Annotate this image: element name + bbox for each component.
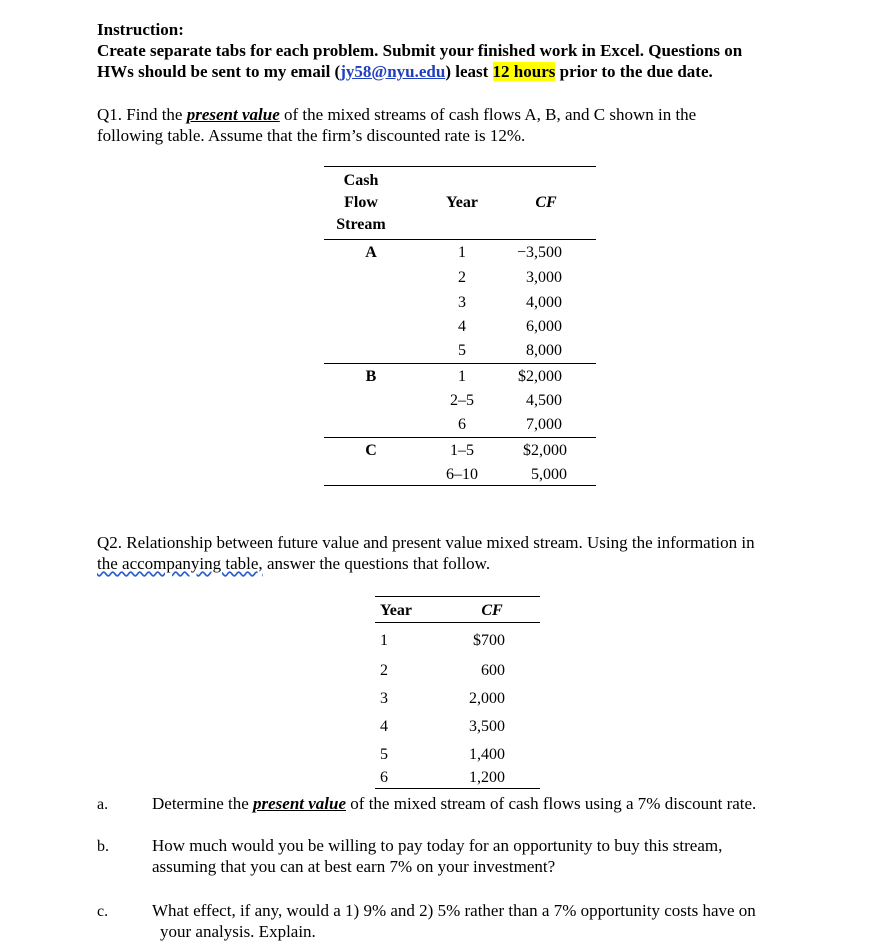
q1-stream-c: C [365,442,377,459]
q2-cf: $700 [473,632,505,649]
q2-line-2 [97,553,490,574]
instruction-line-2 [97,61,713,82]
q2-line-1: Q2. Relationship between future value and present value mixed stream. Using the information in [97,533,755,552]
q2-cf: 600 [481,662,505,679]
q1-text-a: Q1. Find the [97,105,187,124]
q1-present-value: present value [186,105,280,124]
q2-year: 1 [380,632,388,649]
q1-year: 1 [458,244,466,261]
q1-group-rule [324,437,596,438]
q1-cf: 6,000 [526,318,562,335]
q2-cf: 2,000 [469,690,505,707]
q1-year: 6–10 [446,466,478,483]
q1-cf: 4,000 [526,294,562,311]
q1-stream-b: B [365,368,377,385]
q1-cf: −3,500 [516,244,562,261]
q1-stream-a: A [365,244,377,261]
q1-cf: $2,000 [523,442,567,459]
q1-cf: 3,000 [526,269,562,286]
q1-table-top-rule [324,166,596,167]
part-c-line-2: your analysis. Explain. [160,922,316,941]
part-c-label: c. [97,903,109,920]
q2-accompanying-table: the accompanying table, [97,554,263,573]
part-a-text-a: Determine the [152,794,254,813]
q1-year: 2–5 [450,392,474,409]
q2-header-cf: CF [481,602,503,619]
q1-header-year: Year [446,194,478,211]
instruction-line-2-c: prior to the due date. [555,62,713,81]
q2-year: 4 [380,718,388,735]
email-link[interactable]: jy58@nyu.edu [340,62,446,81]
q1-year: 4 [458,318,466,335]
highlight-12-hours: 12 hours [492,62,556,81]
part-a-text [152,793,756,814]
q1-year: 5 [458,342,466,359]
part-a-text-b: of the mixed stream of cash flows using a 7% discount rate. [346,794,757,813]
q1-header-stream-2: Flow [344,194,378,211]
q1-header-rule [324,239,596,240]
instruction-line-1: Create separate tabs for each problem. Submit your finished work in Excel. Questions on [97,41,743,60]
q2-table-top-rule [375,596,540,597]
q1-cf: 8,000 [526,342,562,359]
part-b-label: b. [97,838,109,855]
q2-header-rule [375,622,540,623]
part-c-line-1: What effect, if any, would a 1) 9% and 2) 5% rather than a 7% opportunity costs have on [152,901,756,920]
q1-year: 1 [458,368,466,385]
q1-table-bottom-rule [324,485,596,486]
q1-cf: 4,500 [526,392,562,409]
q2-line-2-rest: answer the questions that follow. [262,554,491,573]
q1-year: 3 [458,294,466,311]
part-a-label: a. [97,796,109,813]
q1-cf: 5,000 [531,466,567,483]
q2-year: 6 [380,769,388,786]
q1-line-2: following table. Assume that the firm’s discounted rate is 12%. [97,126,526,145]
q2-header-year: Year [380,602,412,619]
q1-year: 1–5 [450,442,474,459]
q2-cf: 3,500 [469,718,505,735]
q2-year: 5 [380,746,388,763]
q1-cf: $2,000 [518,368,562,385]
q1-header-cf: CF [535,194,557,211]
part-b-line-2: assuming that you can at best earn 7% on your investment? [152,857,556,876]
q1-year: 2 [458,269,466,286]
part-b-line-1: How much would you be willing to pay today for an opportunity to buy this stream, [152,836,723,855]
q2-table-bottom-rule [375,788,540,789]
part-a-present-value: present value [253,794,347,813]
q1-year: 6 [458,416,466,433]
q1-cf: 7,000 [526,416,562,433]
instruction-title: Instruction: [97,20,184,39]
instruction-line-2-a: HWs should be sent to my email ( [97,62,341,81]
q2-year: 3 [380,690,388,707]
q1-line-1 [97,104,696,125]
instruction-line-2-b: ) least [445,62,493,81]
q1-text-b: of the mixed streams of cash flows A, B, and C shown in the [279,105,697,124]
q1-header-stream-1: Cash [343,172,379,189]
q2-cf: 1,200 [469,769,505,786]
q2-year: 2 [380,662,388,679]
q1-header-stream-3: Stream [336,216,386,233]
q2-cf: 1,400 [469,746,505,763]
q1-group-rule [324,363,596,364]
